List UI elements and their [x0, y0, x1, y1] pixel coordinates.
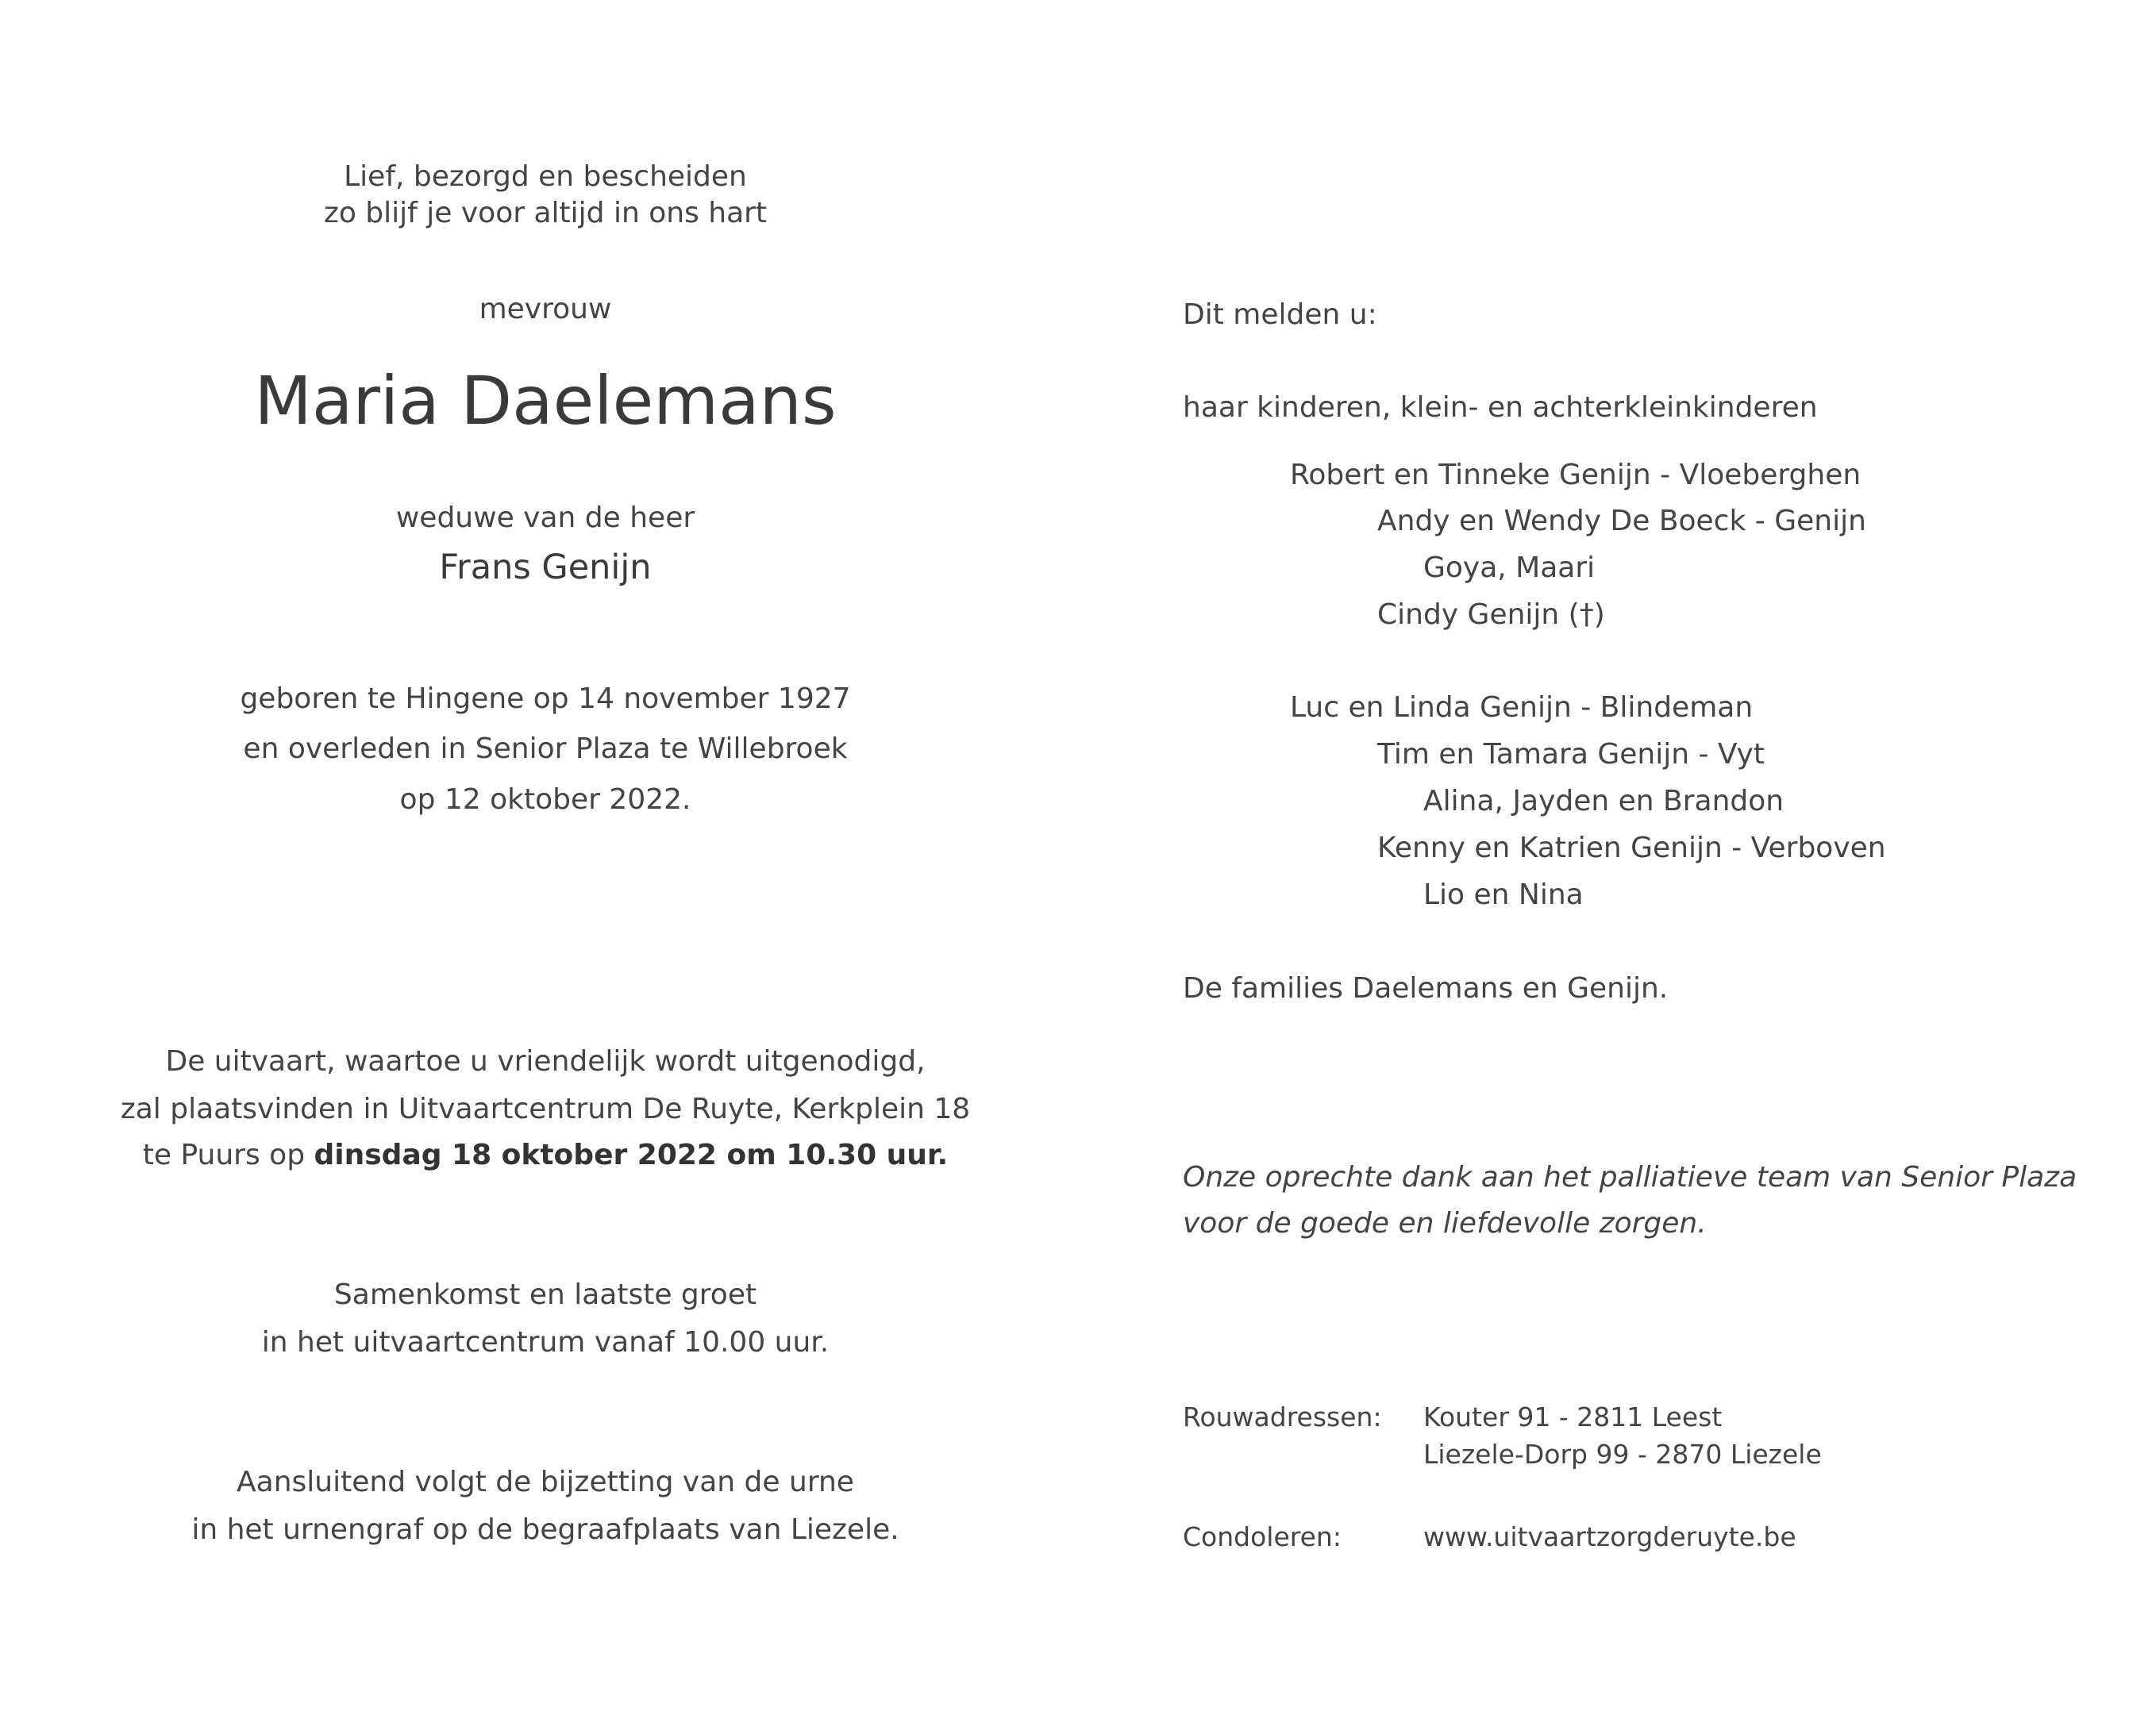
thanks-line-2: voor de goede en liefdevolle zorgen.	[1183, 1207, 1707, 1240]
address-1: Kouter 91 - 2811 Leest	[1423, 1401, 1723, 1432]
gathering-line-2: in het uitvaartcentrum vanaf 10.00 uur.	[261, 1326, 830, 1359]
condolence-url: www.uitvaartzorgderuyte.be	[1423, 1521, 1796, 1552]
intro-line: Dit melden u:	[1183, 298, 1377, 331]
funeral-place-text: te Puurs op	[142, 1139, 314, 1171]
gathering-line-1: Samenkomst en laatste groet	[333, 1278, 757, 1311]
husband-name: Frans Genijn	[439, 548, 652, 587]
title-mevrouw: mevrouw	[479, 293, 612, 325]
widow-line: weduwe van de heer	[395, 502, 695, 534]
motto-line-2: zo blijf je voor altijd in ons hart	[323, 197, 768, 229]
family-grandchild-cindy: Cindy Genijn (†)	[1377, 598, 1605, 631]
burial-line-2: in het urnengraf op de begraafplaats van Liezele.	[191, 1513, 899, 1546]
family-heading: haar kinderen, klein- en achterkleinkinderen	[1183, 391, 1818, 424]
family-great-grandchildren-2: Alina, Jayden en Brandon	[1423, 785, 1784, 817]
death-line-1: en overleden in Senior Plaza te Willebroek	[243, 732, 848, 765]
family-grandchild-tim: Tim en Tamara Genijn - Vyt	[1377, 738, 1765, 771]
thanks-line-1: Onze oprechte dank aan het palliatieve team van Senior Plaza	[1183, 1161, 2077, 1194]
funeral-date-bold: dinsdag 18 oktober 2022 om 10.30 uur.	[314, 1139, 949, 1171]
family-child-luc: Luc en Linda Genijn - Blindeman	[1290, 691, 1754, 724]
family-great-grandchildren-3: Lio en Nina	[1423, 879, 1584, 911]
funeral-line-3	[143, 1141, 948, 1170]
funeral-line-2: zal plaatsvinden in Uitvaartcentrum De Ruyte, Kerkplein 18	[120, 1093, 971, 1125]
deceased-name: Maria Daelemans	[254, 362, 837, 440]
death-line-2: op 12 oktober 2022.	[399, 783, 691, 816]
families-line: De families Daelemans en Genijn.	[1183, 972, 1669, 1005]
family-grandchild-andy: Andy en Wendy De Boeck - Genijn	[1377, 505, 1866, 537]
motto-line-1: Lief, bezorgd en bescheiden	[344, 160, 747, 193]
funeral-line-1: De uitvaart, waartoe u vriendelijk wordt uitgenodigd,	[165, 1045, 926, 1078]
family-great-grandchildren-1: Goya, Maari	[1423, 552, 1596, 584]
family-child-robert: Robert en Tinneke Genijn - Vloeberghen	[1290, 459, 1861, 491]
address-label: Rouwadressen:	[1183, 1401, 1382, 1432]
family-grandchild-kenny: Kenny en Katrien Genijn - Verboven	[1377, 832, 1886, 864]
condolence-label: Condoleren:	[1183, 1521, 1342, 1552]
burial-line-1: Aansluitend volgt de bijzetting van de urne	[237, 1466, 854, 1498]
birth-line: geboren te Hingene op 14 november 1927	[240, 682, 851, 715]
address-2: Liezele-Dorp 99 - 2870 Liezele	[1423, 1439, 1822, 1470]
